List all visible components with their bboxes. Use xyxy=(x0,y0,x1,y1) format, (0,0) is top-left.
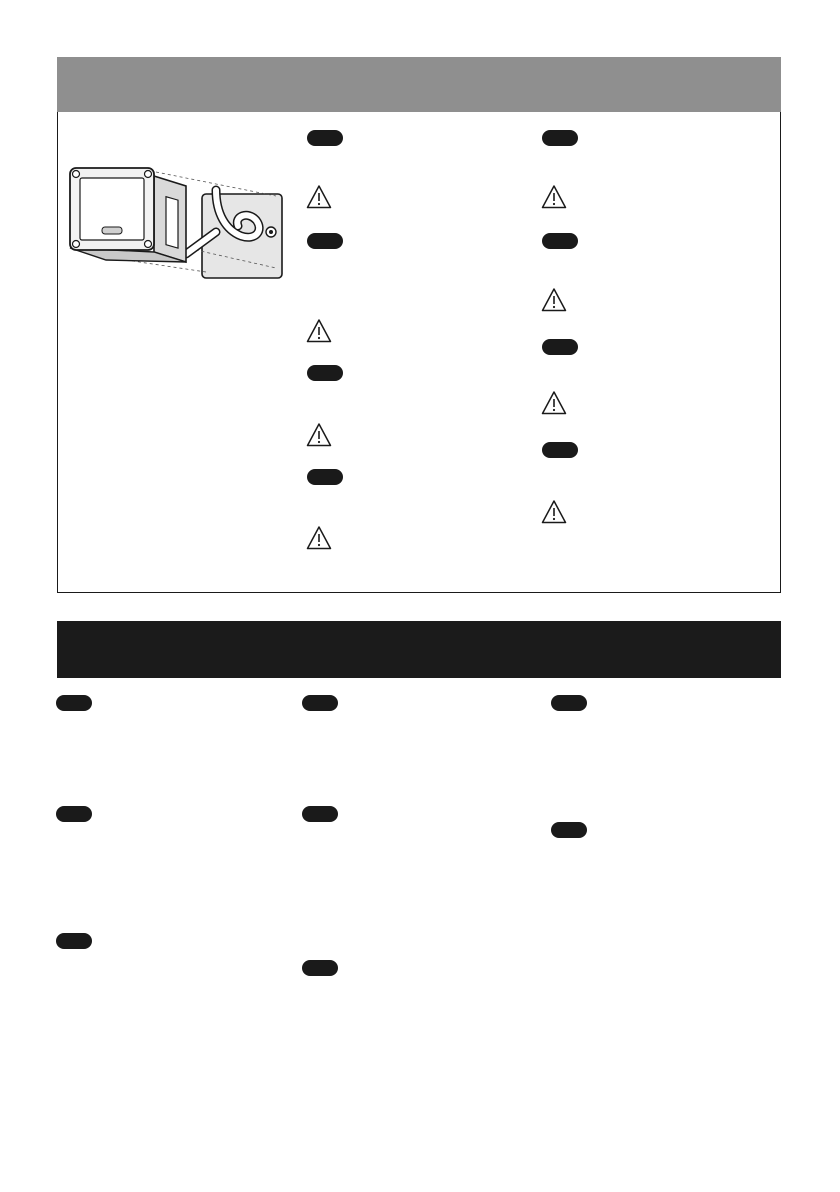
junction-box-illustration xyxy=(66,164,296,284)
language-badge xyxy=(56,933,92,949)
warning-triangle-icon xyxy=(306,422,332,448)
language-badge xyxy=(551,822,587,838)
language-badge xyxy=(302,960,338,976)
language-badge xyxy=(302,695,338,711)
section-header-installation xyxy=(57,57,781,112)
language-badge xyxy=(302,806,338,822)
warning-triangle-icon xyxy=(306,318,332,344)
language-badge xyxy=(307,233,343,249)
warning-triangle-icon xyxy=(541,499,567,525)
warning-triangle-icon xyxy=(306,525,332,551)
language-badge xyxy=(307,130,343,146)
warning-triangle-icon xyxy=(541,287,567,313)
language-badge xyxy=(551,695,587,711)
language-badge xyxy=(56,695,92,711)
language-badge xyxy=(542,442,578,458)
language-badge xyxy=(307,365,343,381)
language-badge xyxy=(307,469,343,485)
warning-triangle-icon xyxy=(541,184,567,210)
language-badge xyxy=(542,130,578,146)
language-badge xyxy=(542,233,578,249)
language-badge xyxy=(56,806,92,822)
language-badge xyxy=(542,339,578,355)
warning-triangle-icon xyxy=(541,390,567,416)
section-header-operation xyxy=(57,621,781,678)
warning-triangle-icon xyxy=(306,184,332,210)
